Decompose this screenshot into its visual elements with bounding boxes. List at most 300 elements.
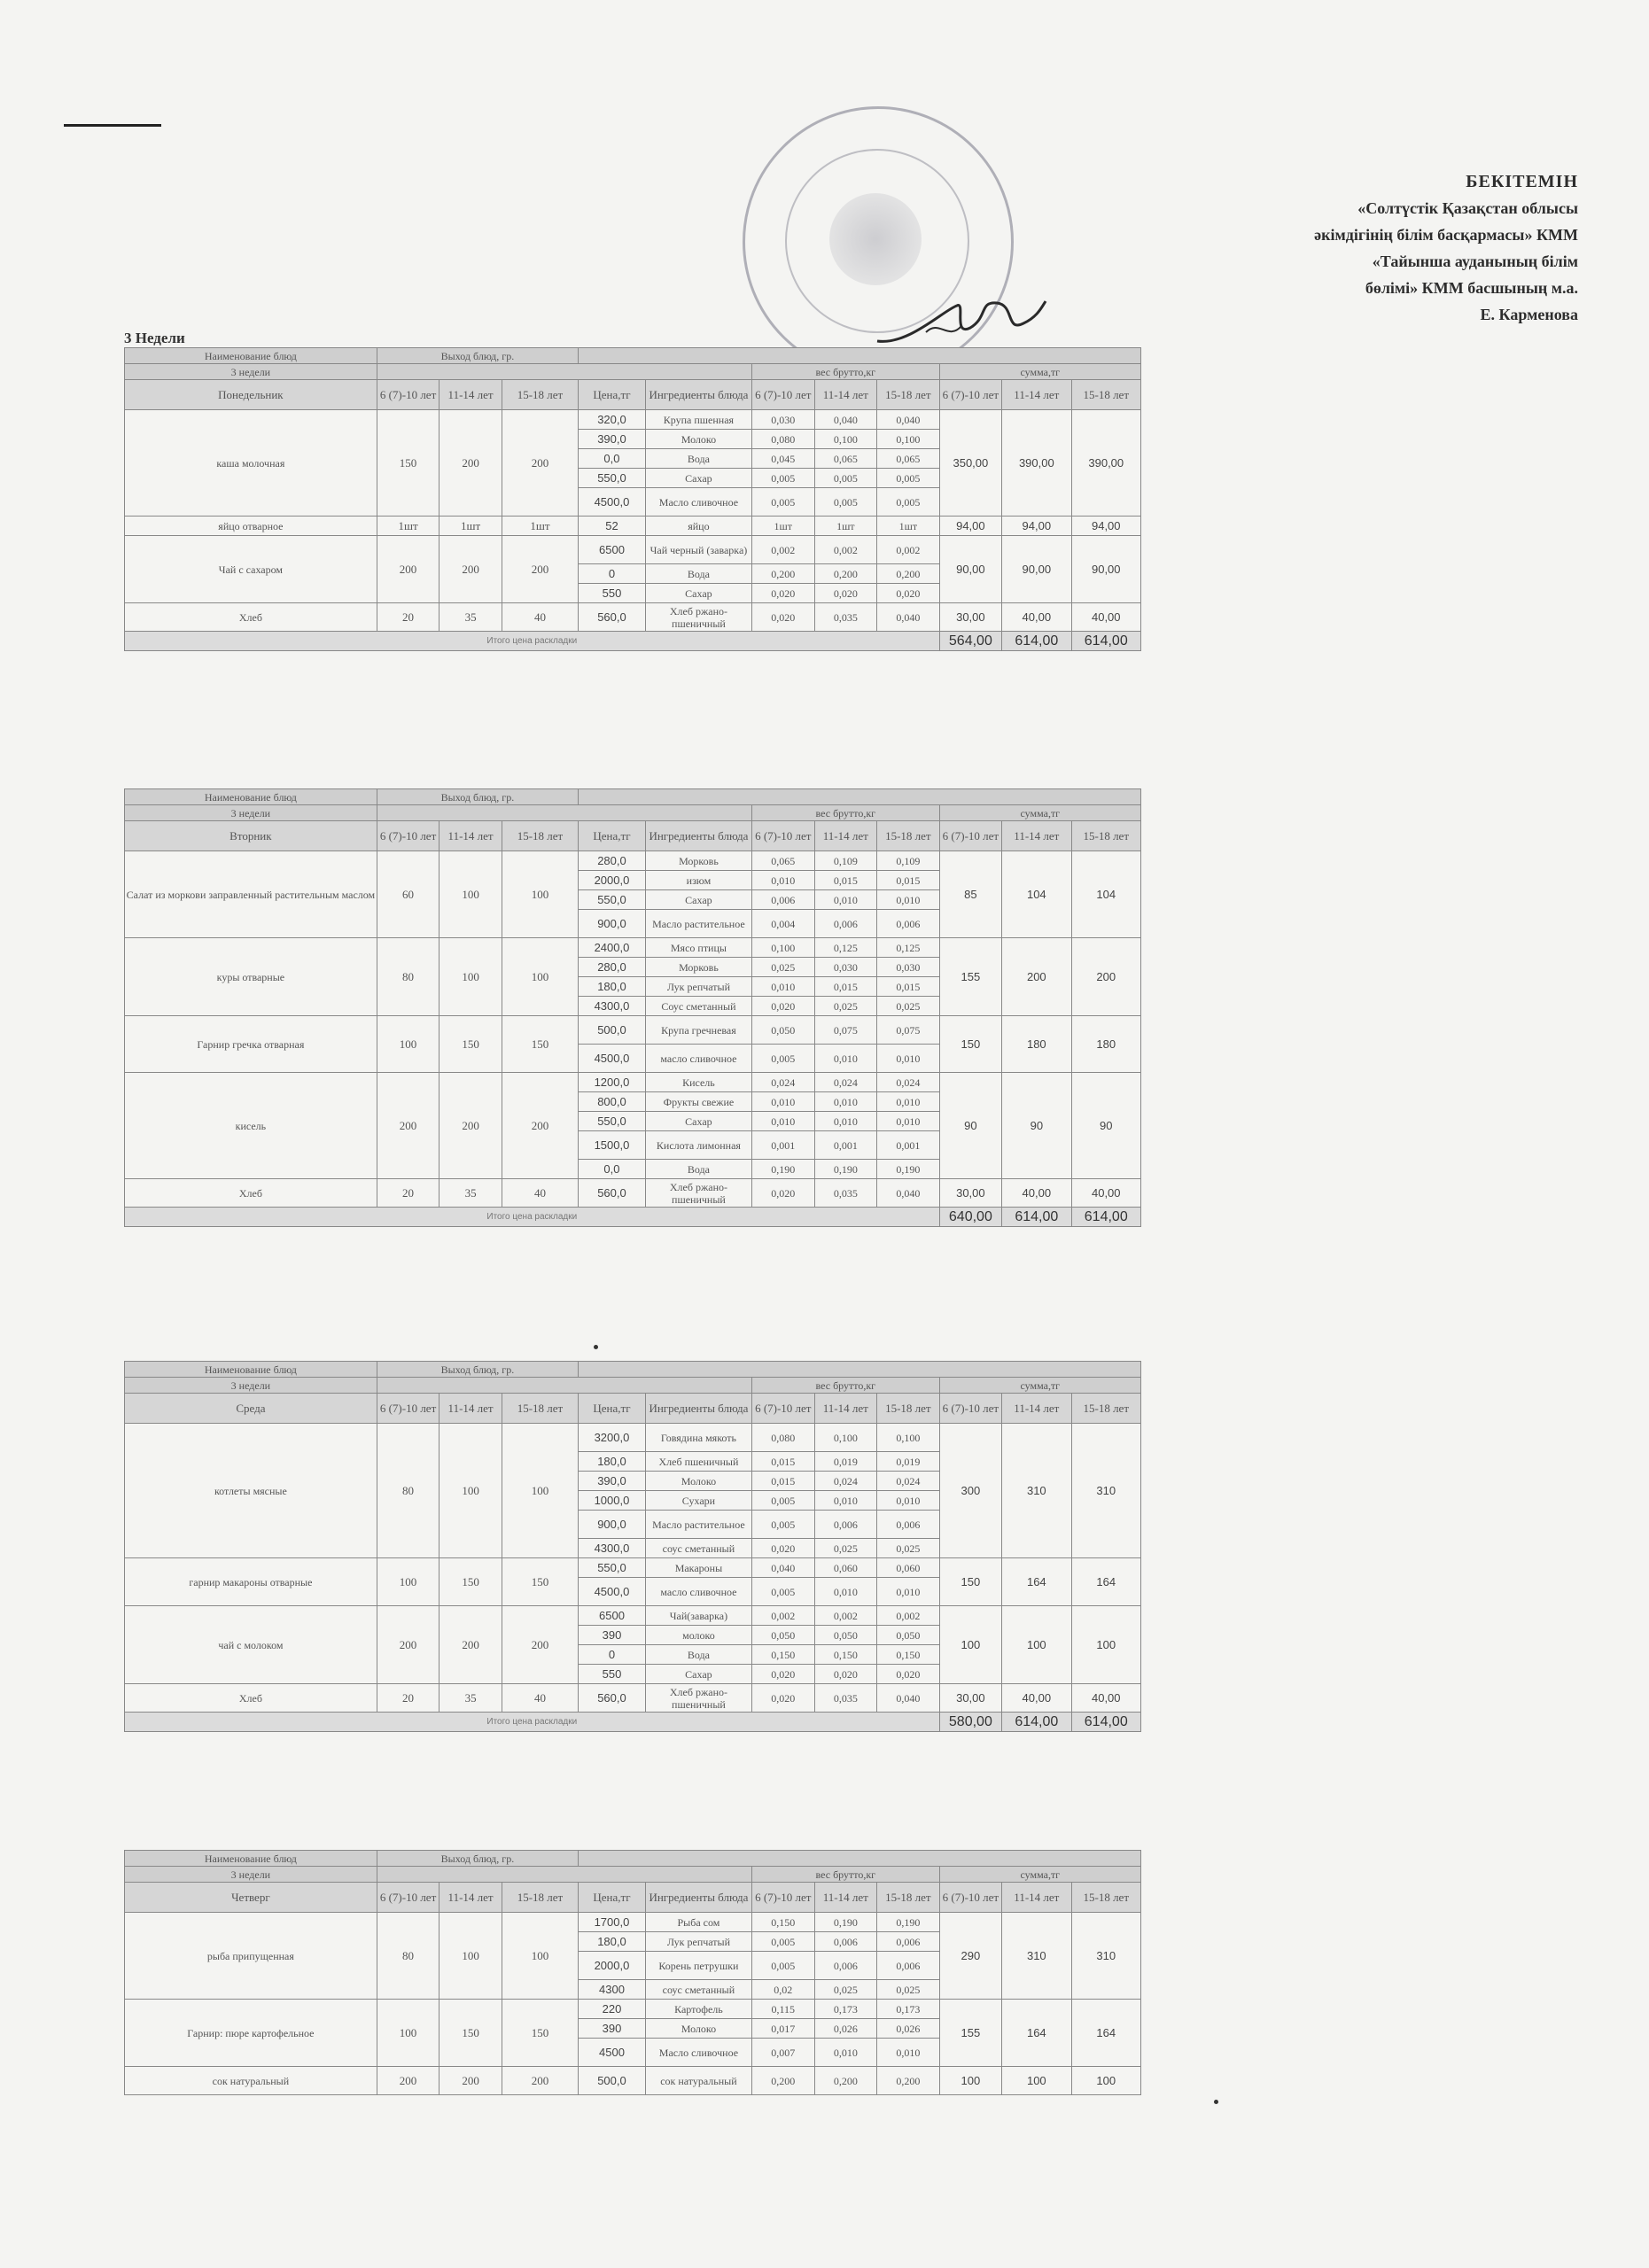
ingredient-weight: 0,050	[877, 1626, 940, 1645]
ingredient-price: 2000,0	[579, 1952, 646, 1980]
age-column-header: 15-18 лет	[877, 1394, 940, 1424]
dish-yield: 35	[439, 603, 502, 632]
table-row	[125, 410, 1141, 430]
dish-sum: 310	[1071, 1913, 1140, 2000]
approval-line: әкімдігінің білім басқармасы» КММ	[1314, 226, 1578, 244]
ingredient-weight: 0,024	[814, 1073, 877, 1092]
table-row	[125, 1913, 1141, 1932]
age-column-header: 15-18 лет	[877, 380, 940, 410]
ingredient-weight: 0,026	[877, 2019, 940, 2039]
total-label: Итого цена раскладки	[125, 1713, 940, 1732]
name-header: Наименование блюд	[125, 1851, 377, 1867]
ingredient-weight: 0,005	[877, 488, 940, 517]
ingredient-name: Кисель	[645, 1073, 751, 1092]
approval-line: «Солтүстік Қазақстан облысы	[1357, 199, 1578, 217]
ingredient-name: Чай(заварка)	[645, 1606, 751, 1626]
ingredient-price: 52	[579, 517, 646, 536]
header-blank	[377, 1867, 751, 1883]
ingredient-name: Хлеб пшеничный	[645, 1452, 751, 1472]
dish-sum: 94,00	[1071, 517, 1140, 536]
ingredient-weight: 0,010	[877, 1112, 940, 1131]
ingredient-weight: 0,190	[814, 1160, 877, 1179]
ingredient-name: Сахар	[645, 1665, 751, 1684]
ingredient-weight: 0,002	[814, 536, 877, 564]
ingredient-weight: 0,020	[814, 584, 877, 603]
ingredient-weight: 0,005	[752, 1511, 815, 1539]
top-rule	[64, 124, 161, 127]
ingredient-price: 220	[579, 2000, 646, 2019]
dish-yield: 35	[439, 1179, 502, 1208]
total-row	[125, 1713, 1141, 1732]
day-menu-table	[124, 347, 1141, 651]
ingredient-weight: 0,005	[752, 1578, 815, 1606]
ingredient-weight: 0,010	[877, 1578, 940, 1606]
age-column-header: 11-14 лет	[1002, 1394, 1071, 1424]
ingredient-name: сок натуральный	[645, 2067, 751, 2095]
dish-sum: 90	[1002, 1073, 1071, 1179]
ingredient-weight: 0,030	[877, 958, 940, 977]
ingredient-weight: 0,025	[877, 1980, 940, 2000]
ingredient-price: 800,0	[579, 1092, 646, 1112]
ingredient-weight: 0,010	[877, 2039, 940, 2067]
week-label: 3 недели	[125, 1867, 377, 1883]
ingredient-weight: 0,005	[752, 1952, 815, 1980]
ingredient-weight: 0,190	[752, 1160, 815, 1179]
ingredient-weight: 0,02	[752, 1980, 815, 2000]
ingredient-weight: 0,040	[877, 1684, 940, 1713]
brutto-header: вес брутто,кг	[752, 1867, 940, 1883]
ingredient-weight: 0,006	[877, 1952, 940, 1980]
total-row	[125, 1208, 1141, 1227]
dish-yield: 150	[439, 2000, 502, 2067]
ingredient-weight: 0,010	[752, 977, 815, 997]
ingredient-weight: 0,020	[752, 1539, 815, 1558]
ingredient-name: Лук репчатый	[645, 977, 751, 997]
age-column-header: 15-18 лет	[502, 1883, 578, 1913]
ingredient-weight: 0,010	[814, 1491, 877, 1511]
dish-yield: 150	[439, 1558, 502, 1606]
age-column-header: 15-18 лет	[1071, 821, 1140, 851]
ingredient-name: Фрукты свежие	[645, 1092, 751, 1112]
ingredient-price: 1500,0	[579, 1131, 646, 1160]
ingredient-price: 0	[579, 564, 646, 584]
ingredient-name: Сахар	[645, 469, 751, 488]
dish-yield: 100	[439, 938, 502, 1016]
ingredient-weight: 0,007	[752, 2039, 815, 2067]
ingredient-name: Картофель	[645, 2000, 751, 2019]
sum-header: сумма,тг	[939, 805, 1140, 821]
ingredient-weight: 0,010	[877, 890, 940, 910]
ingredient-price: 560,0	[579, 603, 646, 632]
age-column-header: 6 (7)-10 лет	[939, 821, 1002, 851]
ingredient-weight: 0,150	[752, 1645, 815, 1665]
ingredient-name: Кислота лимонная	[645, 1131, 751, 1160]
dish-sum: 40,00	[1002, 603, 1071, 632]
dish-sum: 180	[1071, 1016, 1140, 1073]
ingredient-weight: 0,024	[877, 1073, 940, 1092]
brutto-header: вес брутто,кг	[752, 364, 940, 380]
ingredient-price: 4300,0	[579, 997, 646, 1016]
table-row	[125, 1016, 1141, 1045]
total-value: 614,00	[1071, 1713, 1140, 1732]
dish-sum: 150	[939, 1016, 1002, 1073]
ingredient-price: 6500	[579, 536, 646, 564]
header-blank	[377, 805, 751, 821]
ingredient-weight: 0,019	[877, 1452, 940, 1472]
dish-name: Гарнир гречка отварная	[125, 1016, 377, 1073]
ingredient-name: Корень петрушки	[645, 1952, 751, 1980]
dish-yield: 150	[502, 2000, 578, 2067]
dish-sum: 100	[1071, 2067, 1140, 2095]
dish-sum: 310	[1002, 1913, 1071, 2000]
ingredient-weight: 0,025	[752, 958, 815, 977]
ingredient-weight: 0,006	[814, 1511, 877, 1539]
ingredient-weight: 0,065	[814, 449, 877, 469]
ingredient-weight: 0,075	[814, 1016, 877, 1045]
ingredient-weight: 1шт	[752, 517, 815, 536]
dish-yield: 200	[439, 1606, 502, 1684]
ingredient-weight: 0,025	[877, 1539, 940, 1558]
ingredient-weight: 0,030	[814, 958, 877, 977]
ingredient-weight: 0,035	[814, 1684, 877, 1713]
approval-signer: Е. Карменова	[1480, 306, 1578, 323]
dish-sum: 200	[1071, 938, 1140, 1016]
ingredient-weight: 0,024	[877, 1472, 940, 1491]
dish-name: Хлеб	[125, 1179, 377, 1208]
price-header: Цена,тг	[579, 821, 646, 851]
age-column-header: 6 (7)-10 лет	[752, 1883, 815, 1913]
dish-yield: 200	[439, 2067, 502, 2095]
dish-sum: 180	[1002, 1016, 1071, 1073]
ingredient-name: Масло сливочное	[645, 488, 751, 517]
dish-sum: 90	[1071, 1073, 1140, 1179]
table-row	[125, 1073, 1141, 1092]
dish-name: Хлеб	[125, 1684, 377, 1713]
ingredient-weight: 0,006	[752, 890, 815, 910]
age-column-header: 11-14 лет	[439, 1883, 502, 1913]
dish-yield: 200	[439, 1073, 502, 1179]
total-value: 614,00	[1071, 1208, 1140, 1227]
ingredient-price: 500,0	[579, 1016, 646, 1045]
ingredient-weight: 0,200	[752, 564, 815, 584]
ingredient-weight: 0,010	[814, 1112, 877, 1131]
dish-name: рыба припущенная	[125, 1913, 377, 2000]
ingredient-weight: 0,190	[814, 1913, 877, 1932]
dish-sum: 200	[1002, 938, 1071, 1016]
week-title: 3 Недели	[124, 330, 185, 346]
ingredient-weight: 0,125	[814, 938, 877, 958]
table-row	[125, 1424, 1141, 1452]
day-name: Среда	[125, 1394, 377, 1424]
dish-yield: 100	[502, 1424, 578, 1558]
dish-yield: 100	[377, 2000, 439, 2067]
age-column-header: 11-14 лет	[814, 821, 877, 851]
ingredient-weight: 0,001	[814, 1131, 877, 1160]
dish-name: куры отварные	[125, 938, 377, 1016]
dish-sum: 40,00	[1071, 1684, 1140, 1713]
ingredient-weight: 0,015	[752, 1472, 815, 1491]
ingredient-weight: 0,035	[814, 1179, 877, 1208]
dish-yield: 100	[439, 1424, 502, 1558]
total-value: 640,00	[939, 1208, 1002, 1227]
ingredient-weight: 0,005	[877, 469, 940, 488]
ingredient-weight: 0,024	[814, 1472, 877, 1491]
ingredient-name: Хлеб ржано-пшеничный	[645, 603, 751, 632]
ingredient-price: 320,0	[579, 410, 646, 430]
header-blank	[579, 1851, 1141, 1867]
dish-sum: 310	[1002, 1424, 1071, 1558]
ingredient-weight: 0,040	[877, 603, 940, 632]
ingredient-price: 550,0	[579, 469, 646, 488]
dish-sum: 104	[1002, 851, 1071, 938]
dish-sum: 350,00	[939, 410, 1002, 517]
ingredient-name: Сахар	[645, 1112, 751, 1131]
dish-yield: 20	[377, 603, 439, 632]
ingredient-weight: 0,045	[752, 449, 815, 469]
dish-sum: 90,00	[939, 536, 1002, 603]
age-column-header: 15-18 лет	[1071, 1883, 1140, 1913]
age-column-header: 6 (7)-10 лет	[377, 821, 439, 851]
ingredient-name: Молоко	[645, 430, 751, 449]
ingredient-price: 1700,0	[579, 1913, 646, 1932]
dish-yield: 1шт	[439, 517, 502, 536]
week-label: 3 недели	[125, 1378, 377, 1394]
table-row	[125, 1606, 1141, 1626]
ingredient-price: 550	[579, 1665, 646, 1684]
dish-sum: 30,00	[939, 1179, 1002, 1208]
dish-yield: 40	[502, 1179, 578, 1208]
ingredient-weight: 0,019	[814, 1452, 877, 1472]
yield-header: Выход блюд, гр.	[377, 789, 578, 805]
ingredient-price: 1000,0	[579, 1491, 646, 1511]
price-header: Цена,тг	[579, 1394, 646, 1424]
dish-sum: 100	[1002, 2067, 1071, 2095]
age-column-header: 15-18 лет	[877, 1883, 940, 1913]
table-row	[125, 1558, 1141, 1578]
dish-sum: 290	[939, 1913, 1002, 2000]
ingredient-weight: 0,020	[877, 1665, 940, 1684]
age-column-header: 11-14 лет	[814, 1883, 877, 1913]
ingredient-price: 280,0	[579, 958, 646, 977]
ingredient-price: 4500,0	[579, 1045, 646, 1073]
header-blank	[579, 789, 1141, 805]
ingredient-weight: 0,006	[814, 1952, 877, 1980]
ingredient-weight: 0,025	[814, 997, 877, 1016]
dish-yield: 200	[377, 2067, 439, 2095]
ingredient-weight: 0,015	[877, 977, 940, 997]
age-column-header: 11-14 лет	[439, 380, 502, 410]
header-blank	[579, 1362, 1141, 1378]
dish-sum: 90	[939, 1073, 1002, 1179]
ingredient-weight: 0,040	[752, 1558, 815, 1578]
ingredient-weight: 0,020	[752, 1179, 815, 1208]
dish-yield: 100	[439, 851, 502, 938]
ingredient-weight: 0,002	[752, 536, 815, 564]
ingredient-weight: 0,200	[877, 2067, 940, 2095]
ingredient-weight: 0,065	[752, 851, 815, 871]
approval-line: «Тайынша ауданының білім	[1372, 252, 1578, 270]
day-name: Вторник	[125, 821, 377, 851]
ingredient-weight: 0,010	[814, 2039, 877, 2067]
ingredient-weight: 0,020	[752, 997, 815, 1016]
ingredient-weight: 0,080	[752, 430, 815, 449]
ingredient-weight: 0,100	[877, 1424, 940, 1452]
ingredient-weight: 0,002	[814, 1606, 877, 1626]
ingredient-price: 560,0	[579, 1179, 646, 1208]
sum-header: сумма,тг	[939, 1378, 1140, 1394]
approval-block	[1206, 168, 1578, 328]
age-column-header: 11-14 лет	[1002, 821, 1071, 851]
dish-name: Гарнир: пюре картофельное	[125, 2000, 377, 2067]
age-column-header: 11-14 лет	[1002, 1883, 1071, 1913]
ingredient-weight: 0,010	[877, 1045, 940, 1073]
ingredient-price: 500,0	[579, 2067, 646, 2095]
age-column-header: 6 (7)-10 лет	[377, 1883, 439, 1913]
ingredient-weight: 0,020	[814, 1665, 877, 1684]
dish-name: Чай с сахаром	[125, 536, 377, 603]
week-label: 3 недели	[125, 805, 377, 821]
dish-name: кисель	[125, 1073, 377, 1179]
ingredient-weight: 1шт	[814, 517, 877, 536]
ingredient-weight: 0,200	[877, 564, 940, 584]
day-menu-table	[124, 1850, 1141, 2095]
dish-yield: 100	[439, 1913, 502, 2000]
yield-header: Выход блюд, гр.	[377, 1362, 578, 1378]
ingredient-name: Масло сливочное	[645, 2039, 751, 2067]
ingredient-weight: 0,015	[877, 871, 940, 890]
table-row	[125, 1684, 1141, 1713]
ingredient-weight: 0,005	[752, 1932, 815, 1952]
ingredient-name: соус сметанный	[645, 1980, 751, 2000]
dish-sum: 164	[1071, 2000, 1140, 2067]
dish-sum: 155	[939, 938, 1002, 1016]
dish-yield: 200	[439, 536, 502, 603]
table-row	[125, 603, 1141, 632]
dish-name: яйцо отварное	[125, 517, 377, 536]
dish-sum: 30,00	[939, 603, 1002, 632]
ingredient-weight: 0,025	[877, 997, 940, 1016]
total-value: 564,00	[939, 632, 1002, 651]
dish-sum: 155	[939, 2000, 1002, 2067]
ingredient-weight: 0,006	[877, 1511, 940, 1539]
ingredient-price: 0,0	[579, 1160, 646, 1179]
dish-sum: 40,00	[1002, 1684, 1071, 1713]
ingredient-weight: 0,020	[752, 584, 815, 603]
ingredient-name: Вода	[645, 449, 751, 469]
ingredient-weight: 0,010	[752, 871, 815, 890]
ingredient-name: масло сливочное	[645, 1045, 751, 1073]
dish-yield: 20	[377, 1684, 439, 1713]
ingredient-price: 0,0	[579, 449, 646, 469]
dish-yield: 200	[377, 1606, 439, 1684]
day-menu-table	[124, 788, 1141, 1227]
ingredient-weight: 0,050	[752, 1626, 815, 1645]
dish-yield: 200	[502, 410, 578, 517]
age-column-header: 11-14 лет	[814, 380, 877, 410]
dish-yield: 200	[439, 410, 502, 517]
dish-yield: 200	[502, 536, 578, 603]
ingredient-weight: 0,001	[752, 1131, 815, 1160]
age-column-header: 15-18 лет	[502, 380, 578, 410]
brutto-header: вес брутто,кг	[752, 805, 940, 821]
dish-yield: 80	[377, 1913, 439, 2000]
approval-title: БЕКІТЕМІН	[1466, 172, 1578, 191]
ingredient-price: 390,0	[579, 1472, 646, 1491]
ingredient-name: Вода	[645, 1160, 751, 1179]
dish-name: котлеты мясные	[125, 1424, 377, 1558]
ingredient-name: Соус сметанный	[645, 997, 751, 1016]
total-row	[125, 632, 1141, 651]
ingredient-weight: 0,109	[877, 851, 940, 871]
dish-yield: 80	[377, 1424, 439, 1558]
ingredient-price: 4500,0	[579, 1578, 646, 1606]
dish-yield: 200	[377, 1073, 439, 1179]
age-column-header: 6 (7)-10 лет	[939, 1883, 1002, 1913]
ingredient-weight: 0,050	[814, 1626, 877, 1645]
ingredient-name: Хлеб ржано-пшеничный	[645, 1179, 751, 1208]
scan-speck	[1214, 2100, 1218, 2104]
ingredient-name: Мясо птицы	[645, 938, 751, 958]
ingredient-name: Говядина мякоть	[645, 1424, 751, 1452]
ingredient-weight: 0,040	[877, 1179, 940, 1208]
ingredient-weight: 0,026	[814, 2019, 877, 2039]
age-column-header: 6 (7)-10 лет	[752, 380, 815, 410]
dish-yield: 200	[502, 2067, 578, 2095]
ingredient-name: изюм	[645, 871, 751, 890]
ingredient-weight: 0,200	[752, 2067, 815, 2095]
day-menu-table	[124, 1361, 1141, 1732]
ingredient-weight: 0,005	[814, 469, 877, 488]
ingredient-name: Чай черный (заварка)	[645, 536, 751, 564]
ingredient-name: Молоко	[645, 2019, 751, 2039]
ingredient-weight: 0,006	[877, 910, 940, 938]
ingredient-weight: 0,015	[814, 977, 877, 997]
ingredient-weight: 0,010	[752, 1112, 815, 1131]
age-column-header: 6 (7)-10 лет	[939, 380, 1002, 410]
dish-yield: 35	[439, 1684, 502, 1713]
ingredient-price: 550,0	[579, 890, 646, 910]
dish-yield: 100	[502, 851, 578, 938]
ingredient-weight: 1шт	[877, 517, 940, 536]
total-label: Итого цена раскладки	[125, 632, 940, 651]
age-column-header: 11-14 лет	[439, 1394, 502, 1424]
dish-sum: 100	[1071, 1606, 1140, 1684]
ingredient-weight: 0,005	[752, 1491, 815, 1511]
ingredient-name: Вода	[645, 1645, 751, 1665]
ingredient-name: Крупа гречневая	[645, 1016, 751, 1045]
day-name: Понедельник	[125, 380, 377, 410]
ingredient-weight: 0,010	[814, 1092, 877, 1112]
ingredient-price: 4300,0	[579, 1539, 646, 1558]
ingredient-price: 180,0	[579, 1932, 646, 1952]
dish-name: Салат из моркови заправленный растительным маслом	[125, 851, 377, 938]
name-header: Наименование блюд	[125, 348, 377, 364]
age-column-header: 15-18 лет	[877, 821, 940, 851]
dish-name: Хлеб	[125, 603, 377, 632]
ingredient-weight: 0,010	[814, 1045, 877, 1073]
ingredient-price: 180,0	[579, 1452, 646, 1472]
sum-header: сумма,тг	[939, 364, 1140, 380]
ingredient-weight: 0,100	[814, 430, 877, 449]
ingredient-price: 390	[579, 2019, 646, 2039]
ingredient-weight: 0,015	[752, 1452, 815, 1472]
sum-header: сумма,тг	[939, 1867, 1140, 1883]
ingredient-weight: 0,017	[752, 2019, 815, 2039]
table-row	[125, 938, 1141, 958]
ingredient-weight: 0,109	[814, 851, 877, 871]
dish-sum: 90,00	[1071, 536, 1140, 603]
ingredient-weight: 0,004	[752, 910, 815, 938]
